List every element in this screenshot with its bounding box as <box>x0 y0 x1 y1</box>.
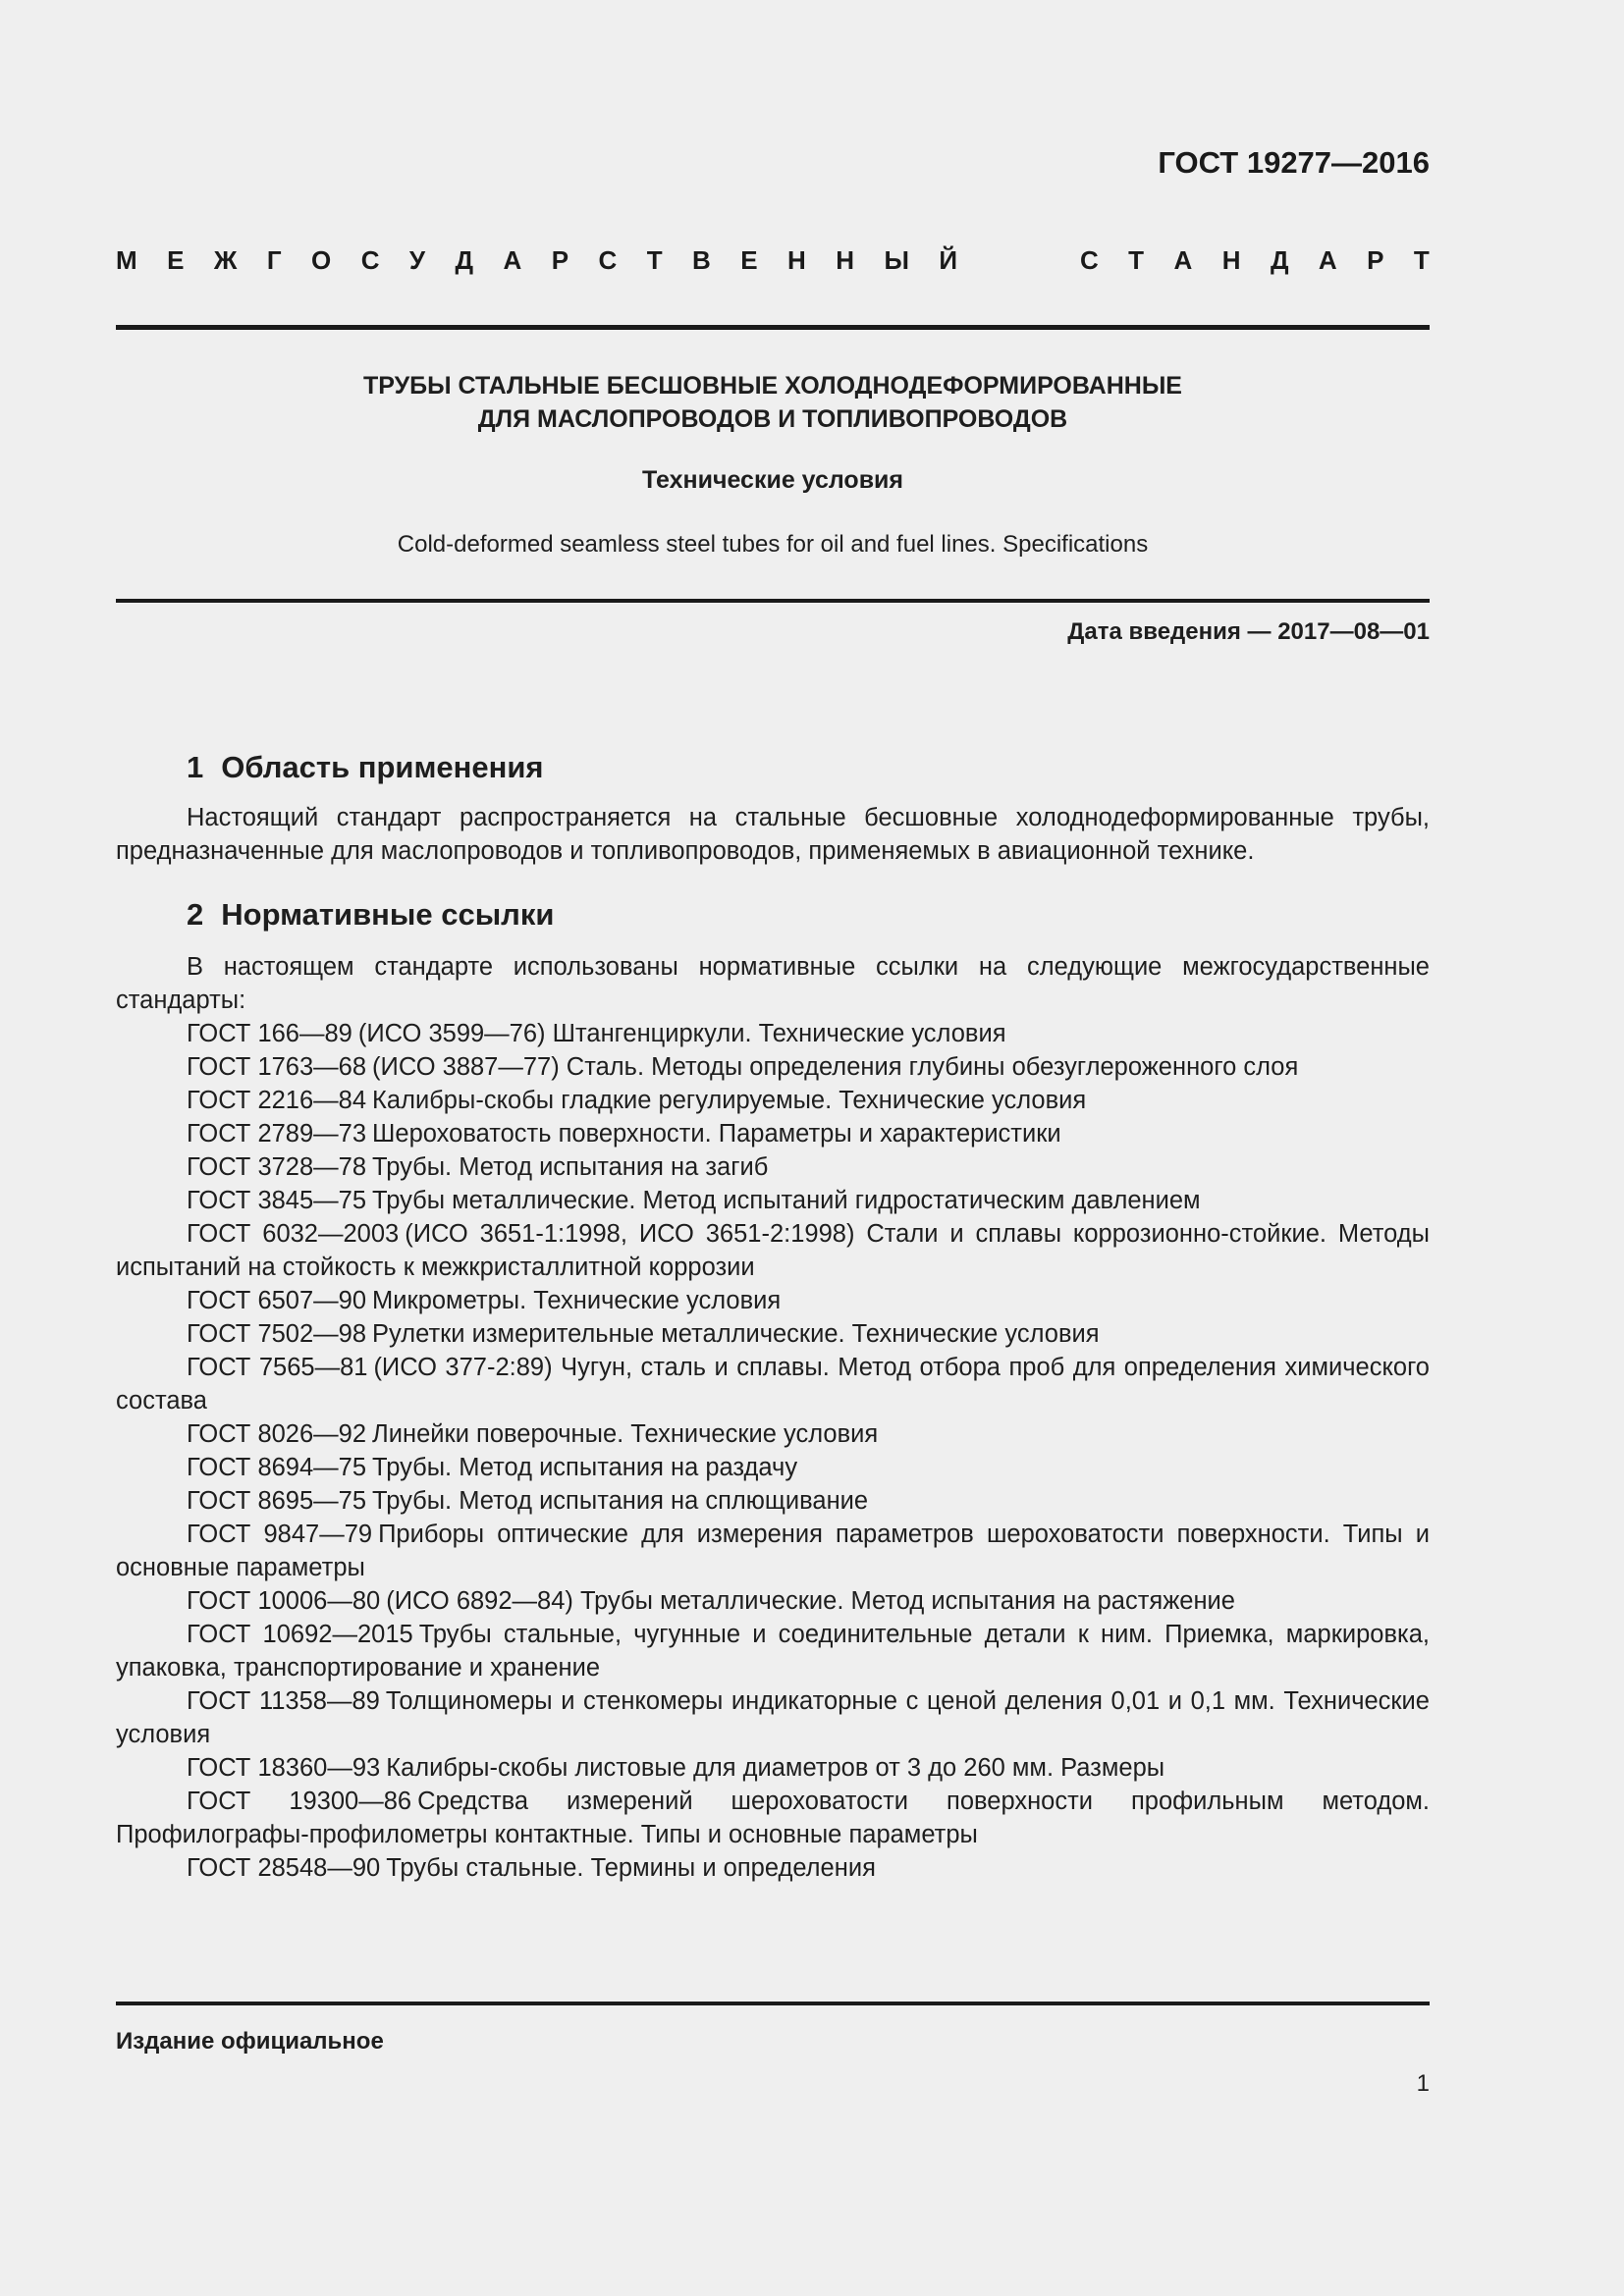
section-heading <box>116 893 1430 936</box>
standard-type-letter: С <box>1079 245 1099 275</box>
standard-type-letter: Ы <box>884 245 909 275</box>
reference-item <box>116 1584 1430 1618</box>
reference-title: Трубы стальные, чугунные и соединительные детали к ним. Приемка, маркировка, упаковка, транспортирование и хранение <box>116 1621 1430 1682</box>
reference-code: ГОСТ 8694—75 <box>187 1454 367 1481</box>
standard-type-letter: О <box>311 245 332 275</box>
document-code: ГОСТ 19277—2016 <box>1158 145 1430 180</box>
reference-title: Микрометры. Технические условия <box>372 1287 782 1314</box>
section-number: 2 <box>187 897 204 932</box>
reference-code: ГОСТ 6507—90 <box>187 1287 367 1314</box>
standard-type-letter: Т <box>1413 245 1430 275</box>
section-paragraph: В настоящем стандарте использованы нормативные ссылки на следующие межгосударственные стандарты: <box>116 953 1430 1014</box>
standard-type-letter: Д <box>1270 245 1289 275</box>
standard-type-letter: С <box>360 245 380 275</box>
standard-type-letter: Р <box>551 245 569 275</box>
standard-type-letter: Т <box>646 245 663 275</box>
reference-code: ГОСТ 8695—75 <box>187 1487 367 1515</box>
reference-code: ГОСТ 3728—78 <box>187 1153 367 1181</box>
reference-item <box>116 1417 1430 1451</box>
document-subtitle: Технические условия <box>641 466 904 494</box>
title-line-2: ДЛЯ МАСЛОПРОВОДОВ И ТОПЛИВОПРОВОДОВ <box>477 405 1068 433</box>
reference-title: Шероховатость поверхности. Параметры и характеристики <box>372 1120 1061 1148</box>
reference-code: ГОСТ 28548—90 <box>187 1854 381 1882</box>
reference-item <box>116 1518 1430 1584</box>
reference-code: ГОСТ 6032—2003 <box>187 1220 400 1248</box>
reference-code: ГОСТ 18360—93 <box>187 1754 381 1782</box>
reference-title: Трубы. Метод испытания на сплющивание <box>372 1487 869 1515</box>
reference-code: ГОСТ 166—89 <box>187 1020 352 1047</box>
standard-type-letter: У <box>408 245 426 275</box>
title-line-1: ТРУБЫ СТАЛЬНЫЕ БЕСШОВНЫЕ ХОЛОДНОДЕФОРМИРОВАННЫЕ <box>363 372 1182 400</box>
introduction-date: Дата введения — 2017—08—01 <box>1067 618 1430 645</box>
reference-code: ГОСТ 10692—2015 <box>187 1621 413 1648</box>
standard-type-letter: Г <box>266 245 282 275</box>
word-gap <box>988 245 1051 276</box>
standard-type-letter: Н <box>836 245 855 275</box>
page-number: 1 <box>1416 2070 1430 2097</box>
section-title: Область применения <box>221 750 544 784</box>
footer-divider <box>116 2002 1430 2005</box>
reference-code: ГОСТ 8026—92 <box>187 1420 367 1448</box>
reference-title: Трубы. Метод испытания на загиб <box>372 1153 769 1181</box>
reference-code: ГОСТ 2216—84 <box>187 1087 367 1114</box>
header-divider <box>116 325 1430 330</box>
reference-code: ГОСТ 1763—68 <box>187 1053 367 1081</box>
standard-type-letter: Р <box>1367 245 1384 275</box>
reference-title: Толщиномеры и стенкомеры индикаторные с ценой деления 0,01 и 0,1 мм. Технические условия <box>116 1687 1430 1748</box>
standard-type-letter: Е <box>740 245 758 275</box>
reference-code: ГОСТ 2789—73 <box>187 1120 367 1148</box>
standard-type-letter: Д <box>455 245 474 275</box>
reference-item <box>116 1317 1430 1351</box>
reference-title: Приборы оптические для измерения параметров шероховатости поверхности. Типы и основные параметры <box>116 1521 1430 1581</box>
standard-type-letter: Ж <box>213 245 238 275</box>
standard-type-letter: А <box>503 245 522 275</box>
section-normative-references <box>116 893 1430 1885</box>
reference-item <box>116 1451 1430 1484</box>
standard-type-letter: В <box>692 245 711 275</box>
standard-type-letter: Й <box>939 245 958 275</box>
reference-item <box>116 1484 1430 1518</box>
reference-title: (ИСО 6892—84) Трубы металлические. Метод испытания на растяжение <box>386 1587 1235 1615</box>
document-title <box>116 369 1430 436</box>
reference-code: ГОСТ 7502—98 <box>187 1320 367 1348</box>
reference-item <box>116 1184 1430 1217</box>
standard-type-letter: С <box>598 245 618 275</box>
reference-title: Средства измерений шероховатости поверхности профильным методом. Профилографы-профилометры контактные. Типы и основные параметры <box>116 1788 1431 1848</box>
reference-title: (ИСО 3651-1:1998, ИСО 3651-2:1998) Стали и сплавы коррозионно-стойкие. Методы испытаний на стойкость к межкристаллитной коррозии <box>116 1220 1430 1281</box>
standard-type-letter: Н <box>1221 245 1241 275</box>
reference-item <box>116 1150 1430 1184</box>
reference-item <box>116 1684 1430 1751</box>
reference-code: ГОСТ 11358—89 <box>187 1687 380 1715</box>
standard-type-letter: Н <box>787 245 806 275</box>
section-heading <box>116 746 1430 789</box>
reference-item <box>116 1351 1430 1417</box>
reference-title: (ИСО 3599—76) Штангенциркули. Технические условия <box>357 1020 1006 1047</box>
reference-item <box>116 1084 1430 1117</box>
reference-code: ГОСТ 9847—79 <box>187 1521 373 1548</box>
reference-title: Трубы металлические. Метод испытаний гидростатическим давлением <box>372 1187 1201 1214</box>
reference-title: Калибры-скобы гладкие регулируемые. Технические условия <box>372 1087 1087 1114</box>
reference-item <box>116 1050 1430 1084</box>
reference-code: ГОСТ 10006—80 <box>187 1587 381 1615</box>
reference-list <box>116 1017 1430 1885</box>
edition-label: Издание официальное <box>116 2028 384 2055</box>
reference-title: (ИСО 377-2:89) Чугун, сталь и сплавы. Метод отбора проб для определения химического состава <box>116 1354 1430 1415</box>
reference-item <box>116 1284 1430 1317</box>
reference-item <box>116 1851 1430 1885</box>
reference-title: Трубы. Метод испытания на раздачу <box>372 1454 798 1481</box>
reference-title: Рулетки измерительные металлические. Технические условия <box>372 1320 1100 1348</box>
document-body <box>116 746 1430 1885</box>
reference-item <box>116 1751 1430 1785</box>
standard-type-letter: А <box>1318 245 1337 275</box>
reference-title: (ИСО 3887—77) Сталь. Методы определения глубины обезуглероженного слоя <box>372 1053 1299 1081</box>
standard-type-letter: А <box>1173 245 1193 275</box>
reference-code: ГОСТ 3845—75 <box>187 1187 367 1214</box>
reference-title: Трубы стальные. Термины и определения <box>386 1854 876 1882</box>
reference-item <box>116 1785 1430 1851</box>
reference-code: ГОСТ 7565—81 <box>187 1354 368 1381</box>
standard-type <box>116 245 1430 276</box>
section-title: Нормативные ссылки <box>221 897 555 932</box>
english-title: Cold-deformed seamless steel tubes for oil and fuel lines. Specifications <box>397 531 1149 558</box>
reference-title: Калибры-скобы листовые для диаметров от 3 до 260 мм. Размеры <box>386 1754 1165 1782</box>
section-paragraph: Настоящий стандарт распространяется на стальные бесшовные холоднодеформированные трубы, предназначенные для маслопроводов и топливопроводов, применяемых в авиационной технике. <box>116 804 1430 865</box>
reference-code: ГОСТ 19300—86 <box>187 1788 412 1815</box>
standard-type-letter: Е <box>167 245 185 275</box>
reference-item <box>116 1117 1430 1150</box>
reference-item <box>116 1217 1430 1284</box>
standard-type-letter: М <box>116 245 137 275</box>
standard-type-letter: Т <box>1128 245 1145 275</box>
reference-item <box>116 1618 1430 1684</box>
section-scope <box>116 746 1430 868</box>
reference-title: Линейки поверочные. Технические условия <box>372 1420 879 1448</box>
title-divider <box>116 599 1430 603</box>
reference-item <box>116 1017 1430 1050</box>
section-number: 1 <box>187 750 204 784</box>
